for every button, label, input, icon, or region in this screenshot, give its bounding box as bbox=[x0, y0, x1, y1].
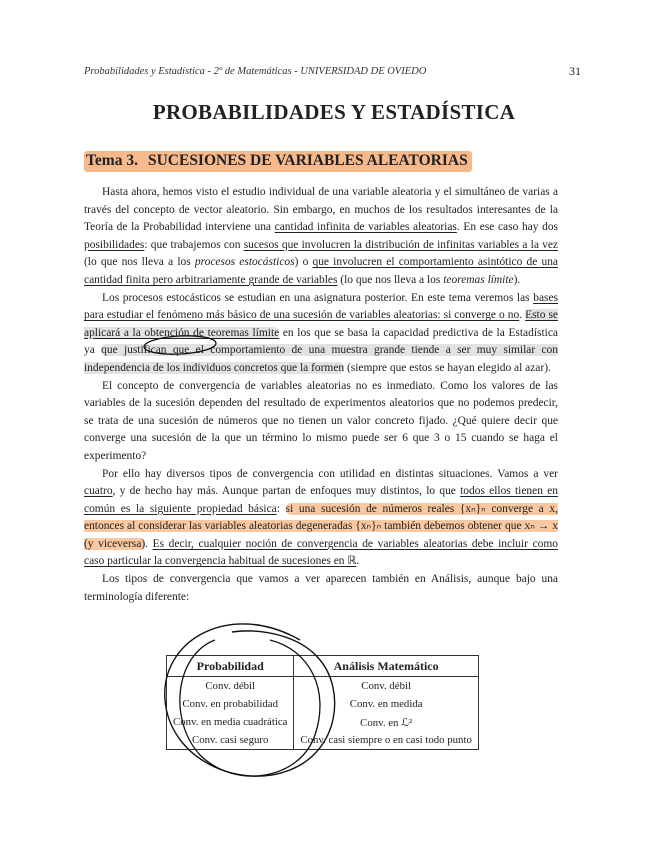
text-run: : que trabajemos con bbox=[144, 238, 244, 251]
table-cell: Conv. en medida bbox=[349, 698, 423, 710]
table-cell: Conv. en media cuadrática bbox=[167, 713, 294, 731]
paragraph-1 bbox=[84, 184, 558, 290]
underlined-text: todos ellos tienen en común es la siguiente propiedad básica bbox=[84, 485, 558, 515]
table-row bbox=[167, 677, 479, 696]
text-run: (lo que nos lleva a los bbox=[337, 273, 444, 286]
text-run: . bbox=[519, 309, 526, 322]
section-number: Tema 3. bbox=[86, 152, 138, 169]
underlined-text: cuatro bbox=[84, 485, 113, 498]
table-row bbox=[167, 695, 479, 713]
header-analisis: Análisis Matemático bbox=[294, 656, 478, 677]
underlined-text: sucesos que involucren la distribución de infinitas variables a la vez bbox=[243, 238, 559, 251]
page-title: PROBABILIDADES Y ESTADÍSTICA bbox=[152, 100, 516, 124]
table-header-row bbox=[167, 656, 479, 677]
highlighted-text: que justifican que el comportamiento de una muestra grande tiende a ser muy similar con independencia de los individuos concretos que la formen bbox=[84, 344, 558, 374]
text-run: Los procesos estocásticos se estudian en una asignatura posterior. En este tema veremos las bbox=[102, 291, 534, 304]
text-run: (siempre que estos se hayan elegido al azar). bbox=[344, 361, 551, 374]
body-text bbox=[84, 184, 558, 606]
text-run: , y de hecho hay más. Aunque partan de enfoques muy distintos, lo que bbox=[112, 485, 461, 498]
text-run: Por ello hay diversos tipos de convergencia con utilidad en distintas situaciones. Vamos a ver bbox=[102, 467, 558, 480]
text-run: en los que se basa la capacidad predictiva de la Estadística ya bbox=[84, 326, 558, 357]
section-heading bbox=[84, 151, 472, 172]
underlined-text: Es decir, cualquier noción de convergencia de variables aleatorias debe incluir como caso particular la convergencia habitual de sucesiones en ℝ bbox=[84, 537, 558, 568]
text-run: ) o bbox=[294, 256, 313, 269]
paragraph-2 bbox=[84, 290, 558, 378]
highlighted-text: si una sucesión de números reales {xₙ}ₙ converge a x, entonces al considerar las variables aleatorias degeneradas {xₙ}ₙ también debemos obtener que xₙ → x (y viceversa) bbox=[84, 502, 558, 550]
text-run: (lo que nos lleva a los bbox=[84, 256, 195, 269]
underlined-text: bases para estudiar el fenómeno más básico de una sucesión de variables aleatorias: si converge o no bbox=[84, 291, 558, 322]
section-title: SUCESIONES DE VARIABLES ALEATORIAS bbox=[147, 152, 468, 169]
underlined-text: posibilidades bbox=[84, 238, 145, 251]
highlighted-text: Esto se aplicará a la obtención de teoremas límite bbox=[84, 309, 558, 339]
header-probabilidad: Probabilidad bbox=[167, 656, 294, 677]
table-cell: Conv. en ℒ² bbox=[360, 716, 413, 729]
page-number: 31 bbox=[569, 64, 581, 78]
text-run: ). bbox=[513, 273, 521, 286]
table-cell: Conv. en probabilidad bbox=[167, 695, 294, 713]
italic-term: procesos estocásticos bbox=[194, 256, 295, 269]
table-cell: Conv. débil bbox=[361, 680, 411, 692]
table-cell: Conv. casi seguro bbox=[167, 731, 294, 750]
text-run: : bbox=[276, 502, 286, 515]
text-run: . En ese caso hay dos bbox=[456, 221, 558, 234]
table-cell: Conv. débil bbox=[167, 677, 294, 696]
running-head: Probabilidades y Estadística - 2º de Matemáticas - UNIVERSIDAD DE OVIEDO bbox=[84, 66, 427, 77]
text-run: . bbox=[145, 537, 153, 550]
underlined-text: que involucren el comportamiento asintótico de una cantidad finita pero arbitrariamente grande de variables bbox=[84, 256, 559, 286]
paragraph-4 bbox=[84, 466, 558, 572]
table-row bbox=[167, 713, 479, 731]
paragraph-3: El concepto de convergencia de variables aleatorias no es inmediato. Como los valores de las variables de la sucesión dependen del resultado de experimentos aleatorios que no podemos predecir, se trata de una sucesión de números que no tienen un valor concreto fijado. ¿Qué quiere decir que converge una sucesión de la que un término lo mismo puede ser 6 que 3 o 15 cuando se haga el experimento? bbox=[84, 379, 558, 462]
underlined-text: cantidad infinita de variables aleatorias bbox=[274, 221, 457, 234]
italic-term: teoremas límite bbox=[443, 273, 514, 286]
text-run: Hasta ahora, hemos visto el estudio individual de una variable aleatoria y el simultáneo de varias a través del concepto de vector aleatorio. Sin embargo, en muchos de los resultados interesantes de la Teoría de la Probabilidad interviene una bbox=[84, 186, 558, 234]
convergence-comparison-table bbox=[166, 655, 479, 750]
table-cell: Conv. casi siempre o en casi todo punto bbox=[300, 734, 472, 746]
paragraph-5: Los tipos de convergencia que vamos a ver aparecen también en Análisis, aunque bajo una terminología diferente: bbox=[84, 573, 558, 603]
table-row bbox=[167, 731, 479, 750]
text-run: . bbox=[356, 555, 360, 568]
